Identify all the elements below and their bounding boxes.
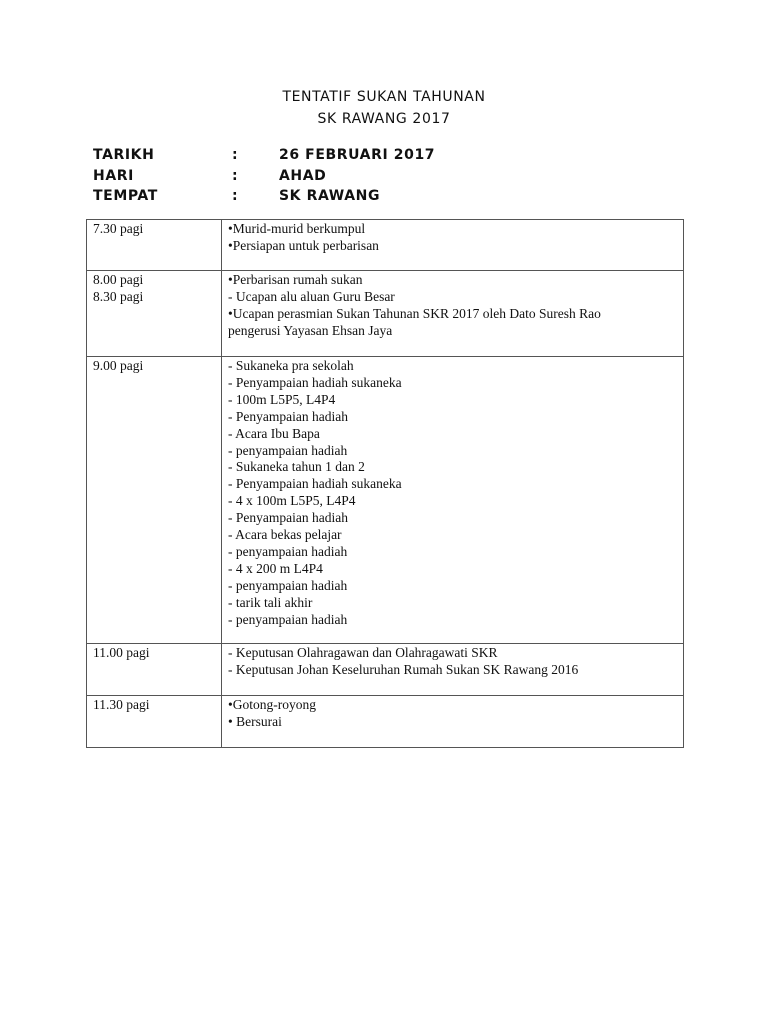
- time-cell: [87, 220, 222, 271]
- schedule-table: [86, 219, 684, 748]
- document-subtitle: SK RAWANG 2017: [317, 111, 451, 127]
- schedule-row: [87, 271, 684, 357]
- info-label: HARI: [93, 168, 134, 184]
- schedule-row: [87, 357, 684, 644]
- activity-cell: [222, 271, 684, 357]
- activity-item: - Sukaneka tahun 1 dan 2: [228, 459, 365, 475]
- time-cell: [87, 271, 222, 357]
- activity-item: - Acara bekas pelajar: [228, 527, 342, 543]
- info-colon: :: [232, 168, 239, 184]
- activity-item: •Ucapan perasmian Sukan Tahunan SKR 2017 oleh Dato Suresh Rao: [228, 305, 601, 321]
- info-value: 26 FEBRUARI 2017: [279, 147, 436, 163]
- activity-item: • Bersurai: [228, 713, 282, 729]
- activity-item: - Sukaneka pra sekolah: [228, 358, 354, 373]
- activity-item: - Keputusan Olahragawan dan Olahragawati SKR: [228, 645, 498, 660]
- info-colon: :: [232, 188, 239, 204]
- time-cell: [87, 644, 222, 696]
- activity-cell: [222, 696, 684, 748]
- schedule-row: [87, 696, 684, 748]
- activity-item: - 100m L5P5, L4P4: [228, 391, 336, 407]
- info-label: TARIKH: [93, 147, 155, 163]
- info-row-hari: [93, 168, 693, 188]
- activity-item: - Penyampaian hadiah: [228, 510, 348, 526]
- activity-item: •Gotong-royong: [228, 697, 316, 712]
- time-cell: [87, 357, 222, 644]
- activity-cell: [222, 357, 684, 644]
- time-label: 11.30 pagi: [93, 697, 150, 712]
- activity-item: - penyampaian hadiah: [228, 442, 348, 458]
- info-row-tempat: [93, 188, 693, 208]
- info-colon: :: [232, 147, 239, 163]
- activity-item: - Penyampaian hadiah sukaneka: [228, 476, 402, 492]
- activity-item: - Penyampaian hadiah sukaneka: [228, 374, 402, 390]
- activity-item: - Acara Ibu Bapa: [228, 425, 320, 441]
- schedule-row: [87, 644, 684, 696]
- schedule-row: [87, 220, 684, 271]
- activity-cell: [222, 644, 684, 696]
- time-label: 8.30 pagi: [93, 288, 144, 304]
- info-label: TEMPAT: [93, 188, 158, 204]
- activity-item: - Penyampaian hadiah: [228, 408, 348, 424]
- activity-item: - penyampaian hadiah: [228, 543, 348, 559]
- activity-item: pengerusi Yayasan Ehsan Jaya: [228, 322, 393, 338]
- info-row-tarikh: [93, 147, 693, 167]
- activity-item: - penyampaian hadiah: [228, 577, 348, 593]
- activity-item: •Murid-murid berkumpul: [228, 221, 366, 236]
- activity-item: - Ucapan alu aluan Guru Besar: [228, 288, 395, 304]
- activity-item: - 4 x 200 m L4P4: [228, 560, 323, 576]
- info-value: AHAD: [279, 168, 327, 184]
- time-label: 7.30 pagi: [93, 221, 144, 236]
- time-cell: [87, 696, 222, 748]
- activity-item: •Persiapan untuk perbarisan: [228, 237, 379, 253]
- document-title: TENTATIF SUKAN TAHUNAN: [282, 89, 486, 105]
- activity-cell: [222, 220, 684, 271]
- info-value: SK RAWANG: [279, 188, 381, 204]
- activity-item: - tarik tali akhir: [228, 594, 313, 610]
- time-label: 11.00 pagi: [93, 645, 150, 660]
- activity-item: - Keputusan Johan Keseluruhan Rumah Sukan SK Rawang 2016: [228, 661, 579, 677]
- activity-item: - penyampaian hadiah: [228, 611, 348, 627]
- activity-item: - 4 x 100m L5P5, L4P4: [228, 493, 356, 509]
- time-label: 9.00 pagi: [93, 358, 144, 373]
- time-label: 8.00 pagi: [93, 272, 144, 287]
- activity-item: •Perbarisan rumah sukan: [228, 272, 363, 287]
